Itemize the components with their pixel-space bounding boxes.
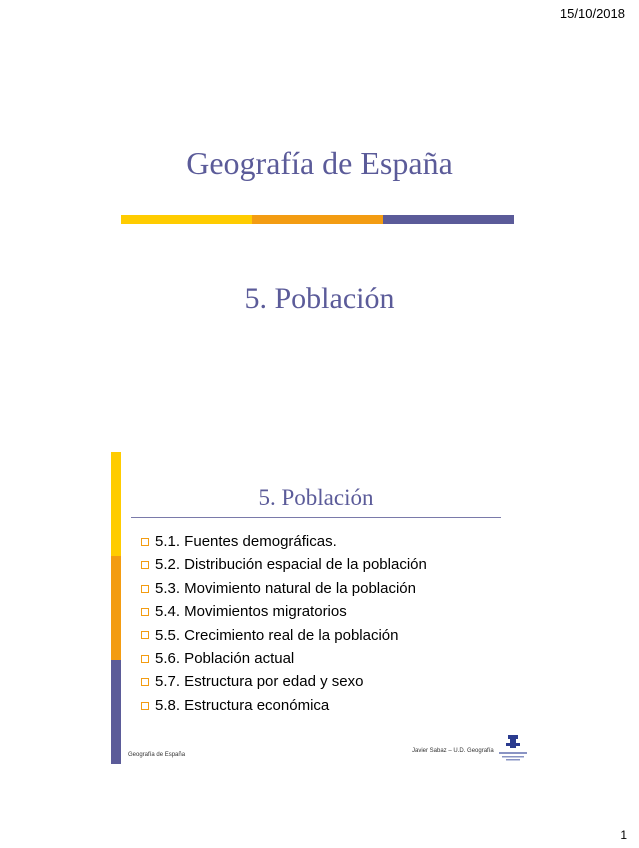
list-item (141, 624, 427, 647)
list-item (141, 694, 427, 717)
list-item-label: 5.2. Distribución espacial de la población (155, 556, 427, 574)
square-bullet-icon (141, 631, 149, 639)
bar-segment-purple (383, 215, 514, 224)
slide-title: Geografía de España (186, 145, 453, 181)
tricolor-bar (121, 215, 514, 224)
list-item (141, 647, 427, 670)
list-item-label: 5.1. Fuentes demográficas. (155, 533, 337, 550)
list-item-label: 5.4. Movimientos migratorios (155, 603, 347, 621)
contents-list (141, 530, 427, 717)
bar-segment-orange (252, 215, 383, 224)
bar-segment-yellow (121, 215, 252, 224)
list-item (141, 530, 427, 553)
slide-subtitle: 5. Población (244, 282, 395, 315)
square-bullet-icon (141, 678, 149, 686)
university-logo-icon (497, 734, 529, 762)
square-bullet-icon (141, 608, 149, 616)
page-number: 1 (620, 828, 627, 842)
vbar-segment-orange (111, 556, 121, 660)
vertical-accent-bar (111, 452, 121, 764)
list-item-label: 5.7. Estructura por edad y sexo (155, 673, 364, 691)
footer-course-name: Geografía de España (128, 752, 186, 758)
list-item-label: 5.6. Población actual (155, 650, 295, 668)
square-bullet-icon (141, 655, 149, 663)
title-underline (131, 517, 501, 518)
list-item-label: 5.8. Estructura económica (155, 696, 330, 714)
footer-author: Javier Sabaz – U.D. Geografía (412, 748, 494, 754)
list-item-label: 5.3. Movimiento natural de la población (155, 579, 416, 597)
list-item (141, 670, 427, 693)
vbar-segment-yellow (111, 452, 121, 556)
square-bullet-icon (141, 561, 149, 569)
vbar-segment-purple (111, 660, 121, 764)
square-bullet-icon (141, 702, 149, 710)
list-item-label: 5.5. Crecimiento real de la población (155, 626, 399, 644)
list-item (141, 600, 427, 623)
list-item (141, 577, 427, 600)
list-item (141, 553, 427, 576)
square-bullet-icon (141, 585, 149, 593)
section-title: 5. Población (258, 485, 374, 510)
square-bullet-icon (141, 538, 149, 546)
print-date: 15/10/2018 (559, 6, 625, 21)
